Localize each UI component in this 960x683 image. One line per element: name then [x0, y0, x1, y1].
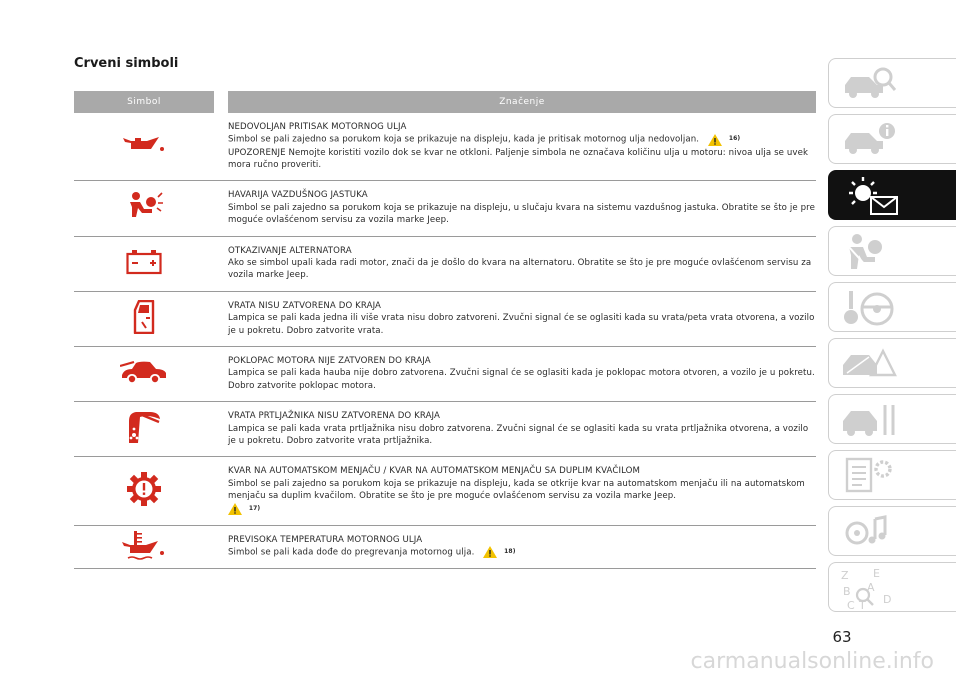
index-letter: C [847, 599, 855, 612]
car-warning-icon [839, 343, 899, 385]
chapter-tab-maintenance[interactable] [828, 394, 956, 444]
table-row [74, 402, 816, 457]
row-text-warning: UPOZORENJE Nemojte koristiti vozilo dok se kvar ne otkloni. Paljenje simbola ne označava količinu ulja u motoru: nivoa ulja se uvek mora ručno proveriti. [228, 147, 809, 170]
chapter-tab-multimedia[interactable] [828, 506, 956, 556]
row-title: OTKAZIVANJE ALTERNATORA [228, 245, 352, 256]
door-open-icon [133, 300, 155, 334]
chapter-tab-index[interactable] [828, 562, 956, 612]
table-row [74, 525, 816, 569]
row-text: Simbol se pali zajedno sa porukom koja se prikazuje na displeju, kada se otkrije kvar na automatskom menjaču ili na automatskom menjaču sa duplim kvačilom. Obratite se što je pre moguće ovlašćenom servisu za vozila marke Jeep. [228, 478, 805, 502]
battery-icon [126, 249, 162, 275]
warning-triangle-icon [708, 134, 722, 146]
specs-gear-icon [839, 455, 899, 497]
chapter-tab-emergency[interactable] [828, 338, 956, 388]
chapter-tab-car-info[interactable] [828, 114, 956, 164]
row-title: NEDOVOLJAN PRITISAK MOTORNOG ULJA [228, 122, 407, 132]
trunk-open-icon [126, 409, 162, 445]
page-title: Crveni simboli [74, 56, 179, 71]
oil-temperature-icon [120, 530, 168, 560]
header-symbol: Simbol [74, 91, 214, 113]
symbols-table [74, 91, 816, 569]
car-tools-icon [839, 399, 899, 441]
page-number: 63 [832, 628, 852, 646]
watermark: carmanualsonline.info [690, 649, 934, 674]
index-letter: A [867, 581, 875, 594]
multimedia-icon [839, 511, 899, 553]
chapter-tab-warning-lights[interactable] [828, 170, 956, 220]
row-title: POKLOPAC MOTORA NIJE ZATVOREN DO KRAJA [228, 355, 431, 366]
alphabet-index-icon [839, 567, 919, 613]
reference-note: 17) [248, 504, 261, 512]
row-text: Simbol se pali kada dođe do pregrevanja motornog ulja. [228, 547, 475, 558]
hood-open-icon [120, 360, 168, 384]
table-row [74, 113, 816, 181]
warning-triangle-icon [228, 503, 242, 515]
airbag-icon [124, 191, 164, 221]
reference-note: 18) [504, 548, 516, 556]
index-letter: Z [841, 569, 849, 582]
row-text: Ako se simbol upali kada radi motor, znači da je došlo do kvara na alternatoru. Obratite se što je pre moguće ovlašćenom servisu za vozila marke Jeep. [228, 257, 812, 281]
warning-triangle-icon [483, 546, 497, 558]
chapter-tab-specifications[interactable] [828, 450, 956, 500]
row-text: Simbol se pali zajedno sa porukom koja se prikazuje na displeju, u slučaju kvara na sistemu vazdušnog jastuka. Obratite se što je pre moguće ovlašćenom servisu za vozila marke Jeep. [228, 202, 815, 226]
index-letter: T [859, 599, 866, 612]
row-title: VRATA NISU ZATVORENA DO KRAJA [228, 300, 382, 311]
car-info-icon [839, 119, 899, 161]
table-row [74, 346, 816, 401]
table-header-row [74, 91, 816, 113]
chapter-tab-car-search[interactable] [828, 58, 956, 108]
warning-light-message-icon [839, 175, 909, 217]
transmission-gear-icon [127, 472, 161, 506]
row-text: Simbol se pali zajedno sa porukom koja se prikazuje na displeju, kada je pritisak motornog ulja nedovoljan. [228, 135, 700, 146]
index-letter: D [883, 593, 892, 606]
index-letter: E [873, 567, 880, 580]
chapter-tab-starting-driving[interactable] [828, 282, 956, 332]
table-row [74, 457, 816, 525]
row-title: PREVISOKA TEMPERATURA MOTORNOG ULJA [228, 534, 423, 545]
table-row [74, 291, 816, 346]
row-title: HAVARIJA VAZDUŠNOG JASTUKA [228, 190, 368, 201]
row-text: Lampica se pali kada hauba nije dobro zatvorena. Zvučni signal će se oglasiti kada je poklopac motora otvoren, a vozilo je u pokretu. Dobro zatvorite poklopac motora. [228, 368, 815, 391]
table-row [74, 181, 816, 236]
row-text: Lampica se pali kada jedna ili više vrata nisu dobro zatvoreni. Zvučni signal će se oglasiti kada su vrata/peta vrata otvorena, a vozilo je u pokretu. Dobro zatvorite vrata. [228, 313, 815, 336]
row-title: VRATA PRTLJAŽNIKA NISU ZATVORENA DO KRAJA [228, 411, 441, 422]
seatbelt-airbag-icon [839, 231, 899, 273]
row-text: Lampica se pali kada vrata prtljažnika nisu dobro zatvorena. Zvučni signal će se oglasiti kada su vrata prtljažnika otvorena, a vozilo je u pokretu. Dobro zatvorite vrata prtljažnika. [228, 423, 809, 447]
oil-can-icon [121, 133, 167, 157]
index-letter: B [843, 585, 851, 598]
reference-note: 16) [728, 135, 741, 143]
key-steering-wheel-icon [839, 287, 899, 329]
table-row [74, 236, 816, 291]
header-meaning: Značenje [228, 91, 816, 113]
car-search-icon [839, 63, 899, 105]
row-title: KVAR NA AUTOMATSKOM MENJAČU / KVAR NA AUTOMATSKOM MENJAČU SA DUPLIM KVAČILOM [228, 466, 641, 477]
chapter-tab-safety[interactable] [828, 226, 956, 276]
